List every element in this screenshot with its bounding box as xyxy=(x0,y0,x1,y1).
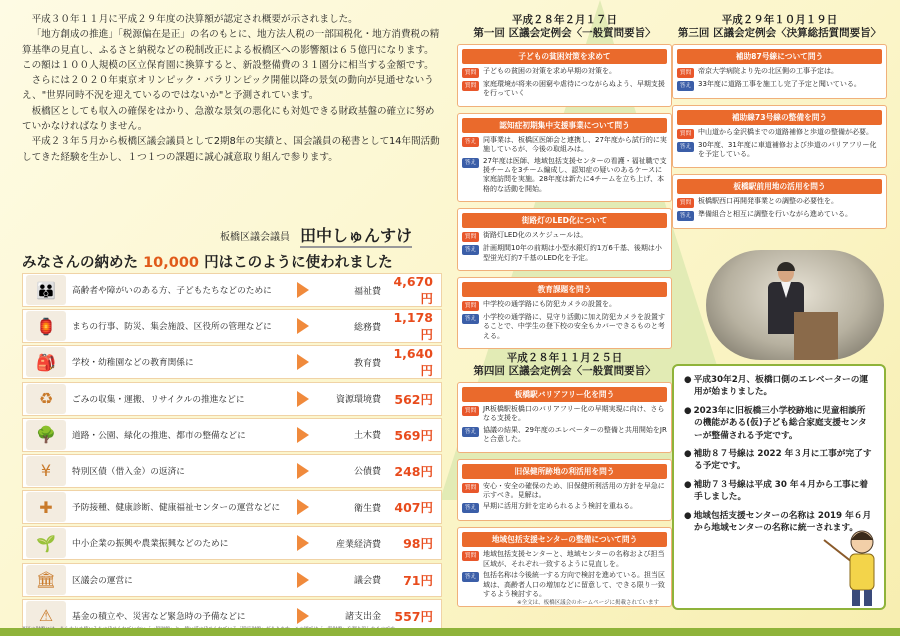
qa-item xyxy=(462,502,667,513)
arrow-icon xyxy=(297,535,309,551)
spending-title xyxy=(22,251,442,272)
session-heading xyxy=(457,352,672,378)
session-1 xyxy=(457,14,672,355)
answer-tag: 答え xyxy=(462,503,479,513)
spending-label: 特別区債（借入金）の返済に xyxy=(72,466,185,477)
question-tag: 質問 xyxy=(462,232,479,242)
festival-icon: 🏮 xyxy=(26,311,66,341)
topic-box xyxy=(672,174,887,229)
qa-text: 同事業は、板橋区医師会と連携し、27年度から試行的に実施しているが、今後の取組みは。 xyxy=(483,135,667,154)
qa-item xyxy=(462,405,667,424)
qa-text: 子どもの貧困の対策を求め早期の対策を。 xyxy=(483,67,616,75)
park-icon: 🌳 xyxy=(26,420,66,450)
qa-text: 27年度は医師、地域包括支援センターの看護・福祉職で支援チームを3チーム編成し、認知症の疑いのあるケースに家庭訪問を実施。28年度は新たに4チームを立ち上げ、本格的な活動を開始。 xyxy=(483,156,667,193)
arrow-icon xyxy=(297,463,309,479)
arrow-icon xyxy=(297,608,309,624)
qa-text: 帝京大学病院より先の北区側の工事予定は。 xyxy=(698,67,838,75)
students-icon: 🎒 xyxy=(26,347,66,377)
topic-title: 街路灯のLED化について xyxy=(462,213,667,228)
spending-category: 産業経済費 xyxy=(335,539,381,550)
family-icon: 👪 xyxy=(26,275,66,305)
answer-tag: 答え xyxy=(677,142,694,152)
spending-amount: 407円 xyxy=(394,500,433,516)
signature xyxy=(220,223,412,248)
spending-list xyxy=(22,273,442,635)
spending-amount: 1,640円 xyxy=(393,345,433,378)
signature-title: 板橋区議会議員 xyxy=(220,232,290,243)
intro-paragraph: 平成２３年５月から板橋区議会議員として2期8年の実績と、国会議員の秘書として14年間活動してきた経験を生かし、１つ１つの課題に誠心誠意取り組んで参ります。 xyxy=(22,136,440,163)
qa-item xyxy=(462,231,667,242)
spending-label: 予防接種、健康診断、健康福祉センターの運営などに xyxy=(72,503,281,514)
emergency-icon: ⚠ xyxy=(26,601,66,631)
question-tag: 質問 xyxy=(462,483,479,493)
speaker-photo xyxy=(706,250,884,360)
question-tag: 質問 xyxy=(462,406,479,416)
recycle-icon: ♻ xyxy=(26,384,66,414)
qa-text: 早期に活用方針を定められるよう検討を重ねる。 xyxy=(483,502,637,511)
answer-tag: 答え xyxy=(462,314,479,324)
money-icon: ¥ xyxy=(26,456,66,486)
answer-tag: 答え xyxy=(677,211,694,221)
qa-text: JR板橋駅板橋口のバリアフリー化の早期実現に向け、さらなる支援を。 xyxy=(483,405,665,423)
bottom-bar xyxy=(0,628,900,636)
qa-text: 安心・安全の確保のため、旧保健所利活用の方針を早急に示すべき。見解は。 xyxy=(483,481,665,500)
session-title: 第三回 区議会定例会〈決算総括質問要旨〉 xyxy=(677,27,882,39)
topic-title: 認知症初期集中支援事業について問う xyxy=(462,118,667,133)
question-tag: 質問 xyxy=(462,68,479,78)
answer-tag: 答え xyxy=(462,427,479,437)
topic-box xyxy=(457,459,672,522)
podium xyxy=(794,312,838,360)
farm-icon: 🌱 xyxy=(26,528,66,558)
spending-row-general xyxy=(22,309,442,343)
spending-row-education xyxy=(22,345,442,379)
doctor-icon: ✚ xyxy=(26,492,66,522)
summary-item: ● 補助８７号線は 2022 年３月に工事が完了する予定です。 xyxy=(684,448,874,473)
topic-box xyxy=(457,44,672,107)
topic-title: 子どもの貧困対策を求めて xyxy=(462,49,667,64)
qa-item xyxy=(462,571,667,599)
spending-row-debt xyxy=(22,454,442,488)
qa-item xyxy=(677,67,882,78)
topic-title: 地域包括支援センターの整備について問う xyxy=(462,532,667,547)
topic-box xyxy=(672,105,887,168)
session-heading xyxy=(457,14,672,40)
spending-amount: 71円 xyxy=(403,572,433,588)
question-tag: 質問 xyxy=(462,81,479,91)
spending-row-environment xyxy=(22,382,442,416)
qa-item xyxy=(677,197,882,208)
spending-row-welfare xyxy=(22,273,442,307)
spending-category: 福祉費 xyxy=(353,286,381,297)
spending-category: 教育費 xyxy=(353,358,381,369)
spending-label: 基金の積立や、災害など緊急時の予備などに xyxy=(72,611,246,622)
qa-item xyxy=(677,80,882,91)
qa-text: 地域包括支援センターと、地域センターの名称および担当区域が、それぞれ一致するように見直しを。 xyxy=(483,550,665,568)
arrow-icon xyxy=(297,391,309,407)
topic-title: 教育課題を問う xyxy=(462,282,667,297)
spending-row-health xyxy=(22,490,442,524)
qa-item xyxy=(462,80,667,99)
qa-item xyxy=(677,128,882,139)
spending-category: 土木費 xyxy=(353,431,381,442)
qa-item xyxy=(462,244,667,263)
spending-amount: 4,670円 xyxy=(393,273,433,306)
arrow-icon xyxy=(297,354,309,370)
spending-row-assembly xyxy=(22,563,442,597)
qa-text: 中学校の通学路にも防犯カメラの設置を。 xyxy=(483,300,616,309)
qa-text: 計画期間10年の前期は小型水銀灯約1万6千基、後期は小型蛍光灯約7千基のLED化を予定。 xyxy=(483,244,662,262)
qa-text: 協議の結果、29年度のエレベーターの整備と共用開始をJRと合意した。 xyxy=(483,425,667,444)
qa-text: 中山道から金沢橋までの道路補修と歩道の整備が必要。 xyxy=(698,128,873,136)
summary-item: ● 平成30年2月、板橋口側のエレベーターの運用が始まりました。 xyxy=(684,374,874,399)
pointer-figure-icon xyxy=(822,520,884,608)
qa-item xyxy=(462,426,667,445)
question-tag: 質問 xyxy=(462,301,479,311)
intro-text xyxy=(22,12,442,165)
intro-paragraph: さらには２０２０年東京オリンピック・パラリンピック開催以降の景気の動向が見通せないうえ、"世界同時不況を迎えているのではないか"と予測されています。 xyxy=(22,75,434,102)
session-title: 第四回 区議会定例会〈一般質問要旨〉 xyxy=(473,365,656,377)
qa-text: 小学校の通学路に、見守り活動に加え防犯カメラを設置することで、中学生の登下校の安全もカバーできるものと考える。 xyxy=(483,313,665,340)
signature-name: 田中しゅんすけ xyxy=(300,223,412,248)
spending-label: まちの行事、防災、集会施設、区役所の管理などに xyxy=(72,322,272,333)
spending-amount: 569円 xyxy=(394,427,433,443)
session-date: 平成２８年２月１７日 xyxy=(512,14,617,26)
session-title: 第一回 区議会定例会〈一般質問要旨〉 xyxy=(473,27,656,39)
qa-text: 33年度に道路工事を施工し完了予定と聞いている。 xyxy=(698,80,861,88)
answer-tag: 答え xyxy=(462,245,479,255)
qa-text: 街路灯LED化のスケジュールは。 xyxy=(483,231,588,240)
qa-item xyxy=(462,300,667,311)
spending-label: 学校・幼稚園などの教育関係に xyxy=(72,358,194,369)
question-tag: 質問 xyxy=(677,198,694,208)
topic-box xyxy=(457,277,672,349)
topic-box xyxy=(457,113,672,202)
qa-item xyxy=(462,482,667,501)
intro-paragraph: 板橋区としても収入の確保をはかり、急激な景気の悪化にも対処できる財政基盤の確立に努めていかなければなりません。 xyxy=(22,105,435,133)
spending-category: 諸支出金 xyxy=(344,612,381,623)
arrow-icon xyxy=(297,499,309,515)
spending-label: ごみの収集・運搬、リサイクルの推進などに xyxy=(72,394,245,405)
session-heading xyxy=(672,14,887,40)
spending-title-amount: 10,000 xyxy=(143,255,200,271)
session-3 xyxy=(672,14,887,235)
session-4 xyxy=(457,352,672,613)
qa-text: 板橋駅西口再開発事業との調整の必要性を。 xyxy=(698,196,838,205)
arrow-icon xyxy=(297,427,309,443)
qa-text: 準備組合と相互に調整を行いながら進めている。 xyxy=(698,209,852,218)
arrow-icon xyxy=(297,318,309,334)
topic-title: 板橋駅バリアフリー化を問う xyxy=(462,387,667,402)
topic-box xyxy=(457,208,672,271)
spending-row-industry xyxy=(22,526,442,560)
spending-amount: 98円 xyxy=(403,536,433,552)
answer-tag: 答え xyxy=(462,158,479,168)
topic-box xyxy=(457,527,672,607)
session-date: 平成２８年１１月２５日 xyxy=(506,352,623,364)
topic-title: 補助87号線について問う xyxy=(677,49,882,64)
answer-tag: 答え xyxy=(677,81,694,91)
qa-item xyxy=(462,313,667,341)
question-tag: 質問 xyxy=(462,551,479,561)
website-note: ※全文は、板橋区議会のホームページに掲載されています xyxy=(516,600,659,606)
session-date: 平成２９年１０月１９日 xyxy=(721,14,838,26)
qa-item xyxy=(677,141,882,160)
qa-item xyxy=(462,550,667,569)
qa-item xyxy=(462,67,667,78)
qa-item xyxy=(462,157,667,195)
topic-box xyxy=(457,382,672,453)
topic-box xyxy=(672,44,887,99)
question-tag: 答え xyxy=(462,137,479,147)
spending-category: 公債費 xyxy=(353,467,381,478)
assembly-icon: 🏛 xyxy=(26,565,66,595)
spending-category: 資源環境費 xyxy=(335,395,381,406)
summary-item: ● 2023年に旧板橋三小学校跡地に児童相談所の機能がある(仮)子ども総合家庭支援センターが整備される予定です。 xyxy=(684,405,874,442)
spending-title-post: 円はこのように使われました xyxy=(204,255,393,271)
qa-text: 30年度、31年度に車道補修および歩道のバリアフリー化を予定している。 xyxy=(698,141,877,159)
arrow-icon xyxy=(297,572,309,588)
intro-paragraph: 平成３０年１１月に平成２９年度の決算額が認定され概要が示されました。 xyxy=(31,14,358,25)
question-tag: 質問 xyxy=(677,68,694,78)
spending-label: 高齢者や障がいのある方、子どもたちなどのために xyxy=(72,286,272,296)
qa-item xyxy=(462,136,667,155)
qa-text: 包括名称は今後統一する方向で検討を進めている。担当区域は、高齢者人口の増加などに留意して、できる限り一致するよう検討する。 xyxy=(483,571,665,599)
qa-text: 家庭環境が将来の困窮や虐待につながらぬよう、早期支援を行っていく xyxy=(483,80,665,98)
spending-amount: 557円 xyxy=(394,608,433,624)
summary-item: ● 地域包括支援センターの名称は 2019 年６月から地域センターの名称に統一されます。 xyxy=(684,510,874,535)
spending-title-pre: みなさんの納めた xyxy=(22,255,138,271)
spending-row-civil xyxy=(22,418,442,452)
spending-label: 区議会の運営に xyxy=(72,575,133,586)
spending-label: 道路・公園、緑化の推進、都市の整備などに xyxy=(72,430,246,441)
qa-item xyxy=(677,210,882,221)
topic-title: 板橋駅前用地の活用を問う xyxy=(677,179,882,194)
spending-label: 中小企業の振興や農業振興などのために xyxy=(72,539,229,550)
spending-amount: 248円 xyxy=(394,463,433,479)
spending-category: 総務費 xyxy=(353,322,381,333)
topic-title: 旧保健所跡地の利活用を問う xyxy=(462,464,667,479)
intro-paragraph: 「地方創成の推進」「税源偏在是正」の名のもとに、地方法人税の一部国税化・地方消費税の精算基準の見直し、ふるさと納税などの税制改正による板橋区への影響額は６５億円になります。この額は１００人規模の区立保育園に換算すると、新設整備費の３１園分に相当する金額です。 xyxy=(22,29,440,71)
spending-amount: 1,178円 xyxy=(393,309,433,342)
summary-item: ● 補助７３号線は平成 30 年４月から工事に着手しました。 xyxy=(684,479,874,504)
topic-title: 補助線73号線の整備を問う xyxy=(677,110,882,125)
question-tag: 質問 xyxy=(677,129,694,139)
spending-category: 議会費 xyxy=(353,576,381,586)
spending-category: 衛生費 xyxy=(353,503,381,514)
arrow-icon xyxy=(297,282,309,298)
spending-amount: 562円 xyxy=(394,391,433,407)
answer-tag: 答え xyxy=(462,572,479,582)
